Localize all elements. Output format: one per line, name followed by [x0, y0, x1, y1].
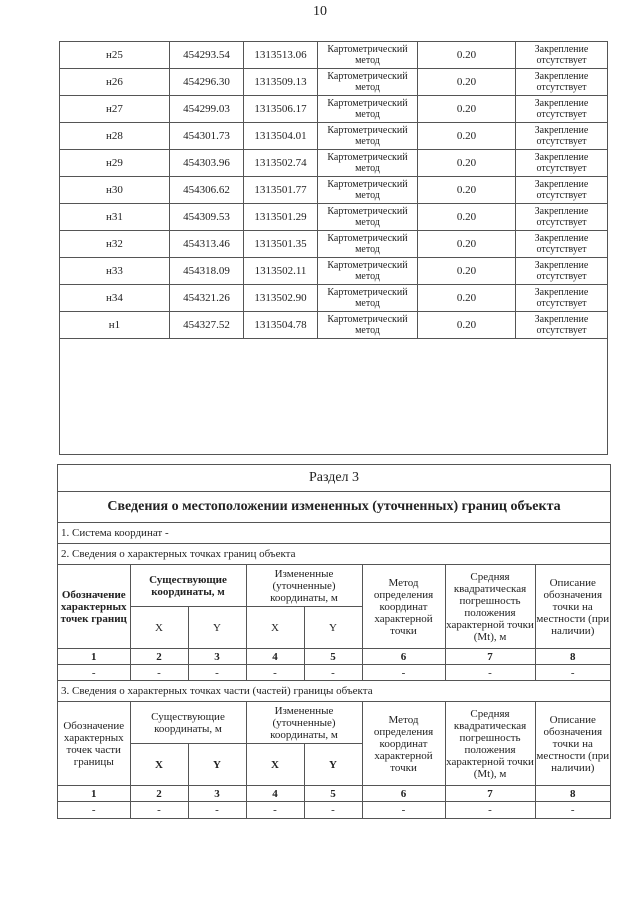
page-number: 10	[313, 4, 327, 19]
coordinate-x-cell: 454327.52	[170, 312, 244, 339]
header-accuracy: Средняя квадратическая погрешность положения характерной точки (Мt), м	[445, 702, 535, 786]
accuracy-cell: 0.20	[418, 204, 516, 231]
coordinate-x-cell: 454313.46	[170, 231, 244, 258]
boundary-points-caption: 2. Сведения о характерных точках границ объекта	[61, 548, 296, 560]
subheader-x: X	[130, 744, 188, 786]
header-accuracy: Средняя квадратическая погрешность положения характерной точки (Мt), м	[445, 565, 535, 649]
empty-cell: -	[246, 665, 304, 681]
point-name-cell: н32	[60, 231, 170, 258]
table-row	[60, 123, 608, 150]
column-number: 2	[130, 786, 188, 802]
coordinate-x-cell: 454293.54	[170, 42, 244, 69]
table-row	[60, 231, 608, 258]
empty-cell: -	[445, 665, 535, 681]
header-existing-coords: Существующие координаты, м	[130, 702, 246, 744]
description-cell: Закрепление отсутствует	[516, 258, 608, 285]
table-row	[60, 96, 608, 123]
point-name-cell: н31	[60, 204, 170, 231]
points-table	[59, 41, 608, 455]
empty-cell: -	[246, 802, 304, 818]
description-cell: Закрепление отсутствует	[516, 69, 608, 96]
coordinate-x-cell: 454296.30	[170, 69, 244, 96]
section-heading: Раздел 3	[58, 465, 610, 492]
coordinate-y-cell: 1313501.35	[244, 231, 318, 258]
header-description: Описание обозначения точки на местности (при наличии)	[535, 565, 610, 649]
point-name-cell: н29	[60, 150, 170, 177]
header-changed-coords: Измененные (уточненные) координаты, м	[246, 565, 362, 607]
coordinate-x-cell: 454301.73	[170, 123, 244, 150]
header-method: Метод определения координат характерной точки	[362, 565, 445, 649]
method-cell: Картометрический метод	[318, 285, 418, 312]
coordinate-y-cell: 1313509.13	[244, 69, 318, 96]
column-number: 8	[535, 786, 610, 802]
empty-cell: -	[130, 665, 188, 681]
table-row	[60, 177, 608, 204]
coordinate-y-cell: 1313502.74	[244, 150, 318, 177]
subheader-y: Y	[304, 744, 362, 786]
description-cell: Закрепление отсутствует	[516, 96, 608, 123]
point-name-cell: н25	[60, 42, 170, 69]
empty-data-row	[58, 665, 610, 681]
description-cell: Закрепление отсутствует	[516, 123, 608, 150]
empty-cell: -	[445, 802, 535, 818]
column-number: 5	[304, 786, 362, 802]
header-description: Описание обозначения точки на местности (при наличии)	[535, 702, 610, 786]
coordinate-x-cell: 454318.09	[170, 258, 244, 285]
accuracy-cell: 0.20	[418, 285, 516, 312]
description-cell: Закрепление отсутствует	[516, 285, 608, 312]
empty-cell: -	[304, 665, 362, 681]
point-name-cell: н26	[60, 69, 170, 96]
empty-cell: -	[535, 802, 610, 818]
accuracy-cell: 0.20	[418, 96, 516, 123]
description-cell: Закрепление отсутствует	[516, 42, 608, 69]
column-number: 4	[246, 786, 304, 802]
accuracy-cell: 0.20	[418, 258, 516, 285]
accuracy-cell: 0.20	[418, 42, 516, 69]
column-number: 6	[362, 649, 445, 665]
table-row	[60, 312, 608, 339]
method-cell: Картометрический метод	[318, 42, 418, 69]
blank-area	[60, 339, 608, 455]
method-cell: Картометрический метод	[318, 150, 418, 177]
point-name-cell: н30	[60, 177, 170, 204]
table-row	[60, 69, 608, 96]
table-row	[60, 204, 608, 231]
coordinate-y-cell: 1313501.77	[244, 177, 318, 204]
table-row	[60, 285, 608, 312]
method-cell: Картометрический метод	[318, 177, 418, 204]
header-designation: Обозначение характерных точек части границы	[58, 702, 130, 786]
coordinate-y-cell: 1313501.29	[244, 204, 318, 231]
empty-cell: -	[188, 802, 246, 818]
method-cell: Картометрический метод	[318, 69, 418, 96]
description-cell: Закрепление отсутствует	[516, 177, 608, 204]
table-row	[60, 42, 608, 69]
accuracy-cell: 0.20	[418, 69, 516, 96]
coordinate-x-cell: 454299.03	[170, 96, 244, 123]
column-number: 2	[130, 649, 188, 665]
coordinate-x-cell: 454306.62	[170, 177, 244, 204]
description-cell: Закрепление отсутствует	[516, 312, 608, 339]
table-row	[60, 258, 608, 285]
method-cell: Картометрический метод	[318, 204, 418, 231]
table-row	[60, 150, 608, 177]
part-boundary-caption: 3. Сведения о характерных точках части (частей) границы объекта	[61, 685, 373, 697]
column-number: 7	[445, 786, 535, 802]
method-cell: Картометрический метод	[318, 258, 418, 285]
column-number: 8	[535, 649, 610, 665]
column-number: 3	[188, 786, 246, 802]
coordinate-y-cell: 1313504.01	[244, 123, 318, 150]
header-method: Метод определения координат характерной точки	[362, 702, 445, 786]
part-boundary-points-table	[58, 701, 610, 818]
subheader-y: Y	[188, 744, 246, 786]
point-name-cell: н34	[60, 285, 170, 312]
subheader-y: Y	[304, 607, 362, 649]
column-number: 7	[445, 649, 535, 665]
accuracy-cell: 0.20	[418, 231, 516, 258]
point-name-cell: н28	[60, 123, 170, 150]
method-cell: Картометрический метод	[318, 96, 418, 123]
column-number: 5	[304, 649, 362, 665]
section-title: Сведения о местоположении измененных (уточненных) границ объекта	[58, 492, 610, 523]
empty-data-row	[58, 802, 610, 818]
empty-cell: -	[362, 802, 445, 818]
empty-cell: -	[188, 665, 246, 681]
empty-cell: -	[130, 802, 188, 818]
empty-cell: -	[58, 802, 130, 818]
coordinate-x-cell: 454309.53	[170, 204, 244, 231]
column-number: 1	[58, 649, 130, 665]
coordinate-x-cell: 454321.26	[170, 285, 244, 312]
empty-cell: -	[304, 802, 362, 818]
accuracy-cell: 0.20	[418, 123, 516, 150]
header-changed-coords: Измененные (уточненные) координаты, м	[246, 702, 362, 744]
subheader-x: X	[246, 607, 304, 649]
empty-cell: -	[362, 665, 445, 681]
column-number: 4	[246, 649, 304, 665]
column-numbers-row	[58, 649, 610, 665]
accuracy-cell: 0.20	[418, 177, 516, 204]
header-existing-coords: Существующие координаты, м	[130, 565, 246, 607]
description-cell: Закрепление отсутствует	[516, 204, 608, 231]
subheader-x: X	[246, 744, 304, 786]
method-cell: Картометрический метод	[318, 312, 418, 339]
column-number: 6	[362, 786, 445, 802]
subheader-y: Y	[188, 607, 246, 649]
coordinate-y-cell: 1313513.06	[244, 42, 318, 69]
header-designation: Обозначение характерных точек границ	[58, 565, 130, 649]
description-cell: Закрепление отсутствует	[516, 150, 608, 177]
coordinate-y-cell: 1313502.90	[244, 285, 318, 312]
point-name-cell: н27	[60, 96, 170, 123]
column-numbers-row	[58, 786, 610, 802]
coordinate-y-cell: 1313502.11	[244, 258, 318, 285]
point-name-cell: н33	[60, 258, 170, 285]
accuracy-cell: 0.20	[418, 150, 516, 177]
subheader-x: X	[130, 607, 188, 649]
section-3	[57, 464, 611, 819]
empty-cell: -	[535, 665, 610, 681]
boundary-points-table	[58, 564, 610, 681]
column-number: 3	[188, 649, 246, 665]
method-cell: Картометрический метод	[318, 123, 418, 150]
empty-cell: -	[58, 665, 130, 681]
coordinate-x-cell: 454303.96	[170, 150, 244, 177]
accuracy-cell: 0.20	[418, 312, 516, 339]
coordinate-y-cell: 1313504.78	[244, 312, 318, 339]
coordinate-y-cell: 1313506.17	[244, 96, 318, 123]
description-cell: Закрепление отсутствует	[516, 231, 608, 258]
method-cell: Картометрический метод	[318, 231, 418, 258]
column-number: 1	[58, 786, 130, 802]
point-name-cell: н1	[60, 312, 170, 339]
coordinate-system-line: 1. Система координат -	[58, 523, 610, 544]
